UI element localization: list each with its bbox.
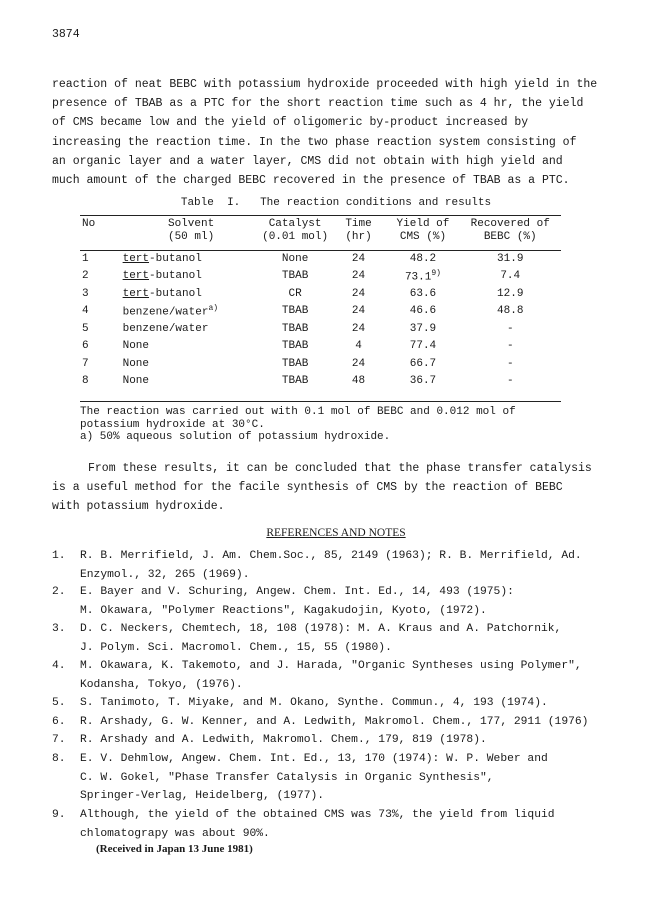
header-time: Time (hr) xyxy=(345,218,372,243)
cell-catalyst: TBAB xyxy=(281,340,309,353)
reference-number: 7. xyxy=(52,734,66,746)
cell-recovered: 31.9 xyxy=(497,252,524,265)
table-bottom-rule xyxy=(80,401,561,402)
cell-catalyst: TBAB xyxy=(281,357,309,370)
reference-number: 1. xyxy=(52,550,66,562)
cell-catalyst: TBAB xyxy=(281,322,309,335)
cell-no: 7 xyxy=(82,357,89,370)
header-catalyst: Catalyst (0.01 mol) xyxy=(262,218,329,243)
cell-time: 24 xyxy=(351,305,366,318)
reference-number: 5. xyxy=(52,697,66,709)
cell-recovered: - xyxy=(506,322,514,335)
reference-text: M. Okawara, K. Takemoto, and J. Harada, "Organic Syntheses using Polymer", Kodansha, Tokyo, (1976). xyxy=(80,660,582,691)
cell-yield: 66.7 xyxy=(409,357,437,370)
cell-no: 4 xyxy=(82,305,89,318)
table-title: Table I. The reaction conditions and results xyxy=(180,197,492,209)
cell-yield: 46.6 xyxy=(409,305,437,318)
table-row xyxy=(80,268,561,286)
received-date: (Received in Japan 13 June 1981) xyxy=(96,843,253,855)
reference-item xyxy=(52,694,632,713)
cell-solvent: None xyxy=(122,357,150,370)
cell-time: 24 xyxy=(351,252,366,265)
cell-recovered: - xyxy=(506,340,514,353)
cell-yield: 73.1$^{9)}$ xyxy=(404,268,441,284)
reference-text: Although, the yield of the obtained CMS was 73%, the yield from liquid chlomatograpy was about 90%. xyxy=(80,809,555,840)
header-yield: Yield of CMS (%) xyxy=(396,218,450,243)
reference-number: 3. xyxy=(52,623,66,635)
cell-no: 5 xyxy=(82,322,89,335)
table-row xyxy=(80,303,561,321)
cell-time: 48 xyxy=(351,375,366,388)
reference-text: D. C. Neckers, Chemtech, 18, 108 (1978): M. A. Kraus and A. Patchornik, J. Polym. Sci. Macromol. Chem., 15, 55 (1980). xyxy=(80,623,562,654)
cell-catalyst: TBAB xyxy=(281,305,309,318)
cell-time: 24 xyxy=(351,322,366,335)
table-row xyxy=(80,355,561,373)
cell-yield: 48.2 xyxy=(409,252,437,265)
cell-solvent: tert-butanol xyxy=(122,287,202,300)
cell-yield: 36.7 xyxy=(409,375,437,388)
table-header-row xyxy=(80,218,561,250)
cell-catalyst: None xyxy=(281,252,309,265)
reference-item xyxy=(52,657,632,694)
cell-no: 2 xyxy=(82,270,89,283)
cell-no: 3 xyxy=(82,287,89,300)
reference-number: 6. xyxy=(52,716,66,728)
cell-no: 6 xyxy=(82,340,89,353)
reference-number: 8. xyxy=(52,753,66,765)
reference-item xyxy=(52,620,632,657)
cell-solvent: None xyxy=(122,340,150,353)
cell-catalyst: TBAB xyxy=(281,375,309,388)
results-table xyxy=(80,218,561,390)
reference-text: S. Tanimoto, T. Miyake, and M. Okano, Synthe. Commun., 4, 193 (1974). xyxy=(80,697,548,709)
cell-recovered: - xyxy=(506,357,514,370)
header-solvent: Solvent (50 ml) xyxy=(167,218,215,243)
reference-number: 9. xyxy=(52,809,66,821)
intro-paragraph: reaction of neat BEBC with potassium hydroxide proceeded with high yield in the presence of TBAB as a PTC for the short reaction time such as 4 hr, the yield of CMS became low and the yield of oligomeric by-product increased by increasing the reaction time. In the two phase reaction system consisting of an organic layer and a water layer, CMS did not obtain with high yield and much amount of the charged BEBC recovered in the presence of TBAB as a PTC. xyxy=(52,78,598,188)
cell-solvent: tert-butanol xyxy=(122,252,202,265)
cell-solvent: benzene/water xyxy=(122,322,209,335)
reference-item xyxy=(52,806,632,843)
reference-item xyxy=(52,547,632,584)
reference-number: 4. xyxy=(52,660,66,672)
cell-time: 24 xyxy=(351,287,366,300)
reference-text: E. V. Dehmlow, Angew. Chem. Int. Ed., 13, 170 (1974): W. P. Weber and C. W. Gokel, "Phase Transfer Catalysis in Organic Synthesis", Springer-Verlag, Heidelberg, (1977). xyxy=(80,753,548,802)
cell-time: 24 xyxy=(351,357,366,370)
header-no: No xyxy=(82,218,96,230)
reference-text: R. B. Merrifield, J. Am. Chem.Soc., 85, 2149 (1963); R. B. Merrifield, Ad. Enzymol., 32, 265 (1969). xyxy=(80,550,582,581)
header-recovered: Recovered of BEBC (%) xyxy=(470,218,550,243)
cell-recovered: - xyxy=(506,375,514,388)
table-row xyxy=(80,373,561,391)
references-title: REFERENCES AND NOTES xyxy=(266,527,406,539)
table-row xyxy=(80,250,561,268)
cell-yield: 37.9 xyxy=(409,322,437,335)
table-row xyxy=(80,285,561,303)
reference-item xyxy=(52,583,632,620)
reference-item xyxy=(52,731,632,750)
conclusion-paragraph: From these results, it can be concluded that the phase transfer catalysis is a useful method for the facile synthesis of CMS by the reaction of BEBC with potassium hydroxide. xyxy=(52,462,592,514)
cell-yield: 77.4 xyxy=(409,340,437,353)
cell-recovered: 12.9 xyxy=(497,287,524,300)
cell-time: 24 xyxy=(351,270,366,283)
cell-solvent: tert-butanol xyxy=(122,270,202,283)
reference-text: E. Bayer and V. Schuring, Angew. Chem. Int. Ed., 14, 493 (1975): M. Okawara, "Polymer Reactions", Kagakudojin, Kyoto, (1972). xyxy=(80,586,514,617)
cell-no: 1 xyxy=(82,252,89,265)
cell-catalyst: CR xyxy=(288,287,302,300)
cell-solvent: None xyxy=(122,375,150,388)
reference-text: R. Arshady, G. W. Kenner, and A. Ledwith, Makromol. Chem., 177, 2911 (1976) xyxy=(80,716,589,728)
cell-recovered: 48.8 xyxy=(497,305,524,318)
table-row xyxy=(80,320,561,338)
reference-text: R. Arshady and A. Ledwith, Makromol. Chem., 179, 819 (1978). xyxy=(80,734,487,746)
reference-item xyxy=(52,750,632,806)
table-row xyxy=(80,338,561,356)
reference-number: 2. xyxy=(52,586,66,598)
table-footnote-main: The reaction was carried out with 0.1 mol of BEBC and 0.012 mol of potassium hydroxide at 30°C. xyxy=(80,406,516,431)
cell-catalyst: TBAB xyxy=(281,270,309,283)
cell-no: 8 xyxy=(82,375,89,388)
cell-time: 4 xyxy=(355,340,362,353)
cell-yield: 63.6 xyxy=(409,287,437,300)
table-footnote-a: a) 50% aqueous solution of potassium hydroxide. xyxy=(80,431,391,443)
reference-item xyxy=(52,713,632,732)
cell-recovered: 7.4 xyxy=(500,270,521,283)
cell-solvent: benzene/water$^{a)}$ xyxy=(122,303,219,319)
page-number: 3874 xyxy=(52,28,80,41)
table-top-rule xyxy=(80,215,561,216)
